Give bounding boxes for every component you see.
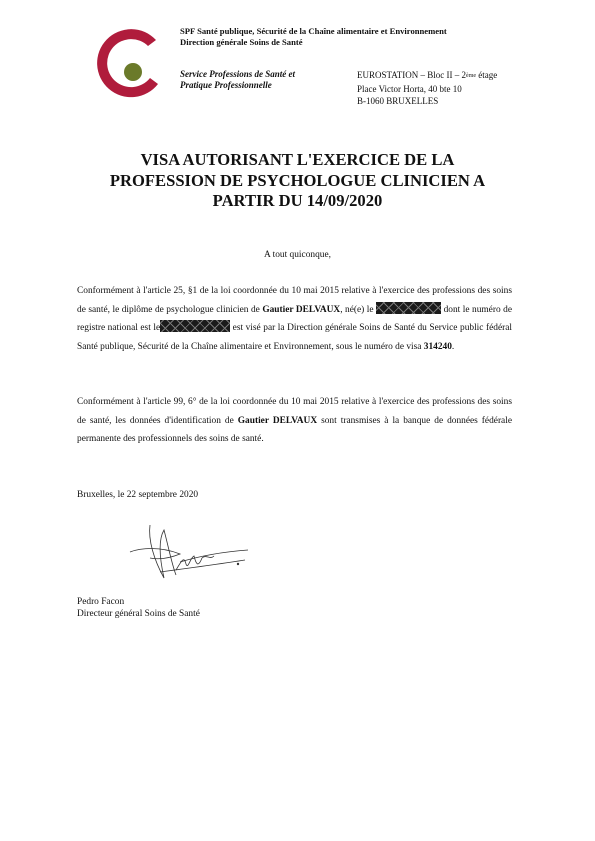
address-line-1 (357, 69, 497, 83)
service-line-2: Pratique Professionnelle (180, 80, 272, 90)
logo-arc (97, 29, 158, 97)
holder-name-2: Gautier DELVAUX (237, 415, 318, 426)
title-line-3: PARTIR DU 14/09/2020 (212, 191, 383, 210)
visa-number: 314240 (423, 341, 452, 352)
organisation-name: SPF Santé publique, Sécurité de la Chaîne alimentaire et Environnement (180, 26, 447, 36)
place-date: Bruxelles, le 22 septembre 2020 (77, 490, 199, 500)
signatory-block (77, 596, 200, 620)
holder-name: Gautier DELVAUX (262, 304, 341, 315)
paragraph-visa-text-3: dont le numéro de registre national est le (77, 304, 513, 333)
spf-logo (88, 24, 168, 102)
paragraph-visa (77, 282, 512, 356)
paragraph-visa-text-5: . (451, 341, 455, 352)
signatory-role: Directeur général Soins de Santé (77, 609, 200, 619)
address-floor: étage (476, 70, 498, 80)
redacted-national-number (160, 320, 230, 332)
paragraph-visa-text-2: , né(e) le (340, 304, 377, 315)
redacted-birthdate (376, 302, 441, 314)
paragraph-visa-text-1: Conformément à l'article 25, §1 de la loi coordonnée du 10 mai 2015 relative à l'exercice des professions des soins de santé, le diplôme de psychologue clinicien de (77, 286, 512, 315)
paragraph-database-text-1: Conformément à l'article 99, 6° de la loi coordonnée du 10 mai 2015 relative à l'exercice des professions des soins de santé, les données d'identification de (77, 397, 512, 426)
paragraph-visa-text-4: est visé par la Direction générale Soins de Santé du Service public fédéral Santé publique, Sécurité de la Chaîne alimentaire et Environnement, sous le numéro de visa (77, 323, 513, 352)
title-line-2: PROFESSION DE PSYCHOLOGUE CLINICIEN A (109, 170, 486, 190)
address-building: EUROSTATION – Bloc II – 2 (357, 70, 467, 80)
document-title (60, 150, 535, 212)
address-line-2: Place Victor Horta, 40 bte 10 (357, 84, 462, 94)
address-line-3: B-1060 BRUXELLES (357, 96, 439, 106)
logo-dot (124, 63, 142, 81)
organisation-header (180, 26, 447, 48)
direction-name: Direction générale Soins de Santé (180, 37, 303, 47)
salutation: A tout quiconque, (264, 250, 331, 260)
service-line-1: Service Professions de Santé et (180, 69, 295, 79)
address-floor-suffix: ème (466, 73, 477, 79)
handwritten-signature (120, 520, 260, 585)
paragraph-database (77, 393, 512, 449)
title-line-1: VISA AUTORISANT L'EXERCICE DE LA (140, 150, 455, 169)
postal-address (357, 69, 497, 107)
paragraph-database-text-2: sont transmises à la banque de données fédérale permanente des professionnels des soins de santé. (77, 415, 512, 444)
service-name (180, 69, 295, 91)
signatory-name: Pedro Facon (77, 597, 125, 607)
